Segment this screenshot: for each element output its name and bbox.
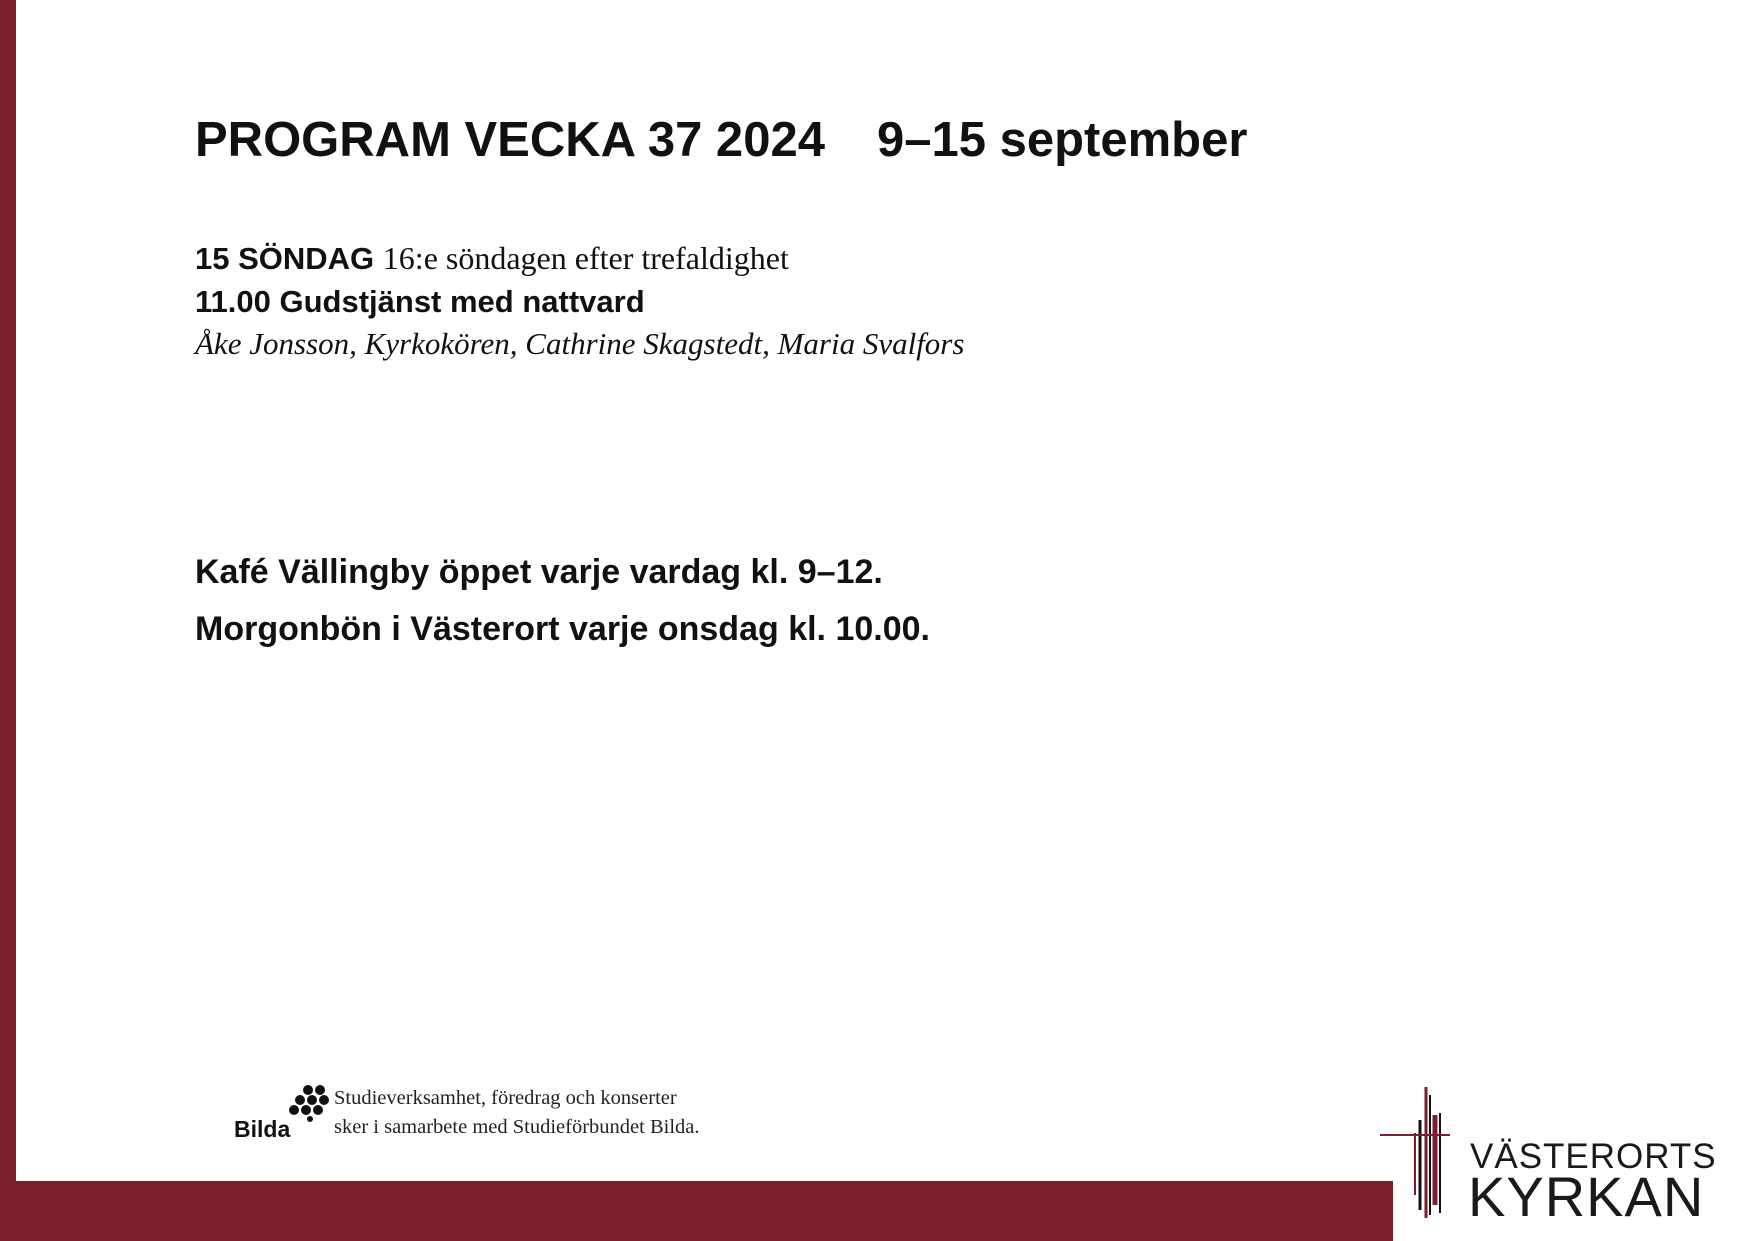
day-heading xyxy=(195,240,789,277)
notice-morning-prayer: Morgonbön i Västerort varje onsdag kl. 10.00. xyxy=(195,610,930,648)
left-accent-bar xyxy=(0,0,16,1241)
page-title xyxy=(195,112,1247,168)
church-logo-line1: VÄSTERORTS xyxy=(1470,1137,1717,1176)
day-description: 16:e söndagen efter trefaldighet xyxy=(382,240,789,276)
church-logo xyxy=(1380,1085,1717,1228)
bilda-note xyxy=(334,1084,700,1142)
bilda-note-line2: sker i samarbete med Studieförbundet Bilda. xyxy=(334,1116,700,1138)
bilda-logo-text: Bilda xyxy=(234,1116,291,1142)
cross-icon xyxy=(1380,1085,1470,1220)
notice-cafe: Kafé Vällingby öppet varje vardag kl. 9–12. xyxy=(195,553,883,591)
bilda-logo xyxy=(234,1082,334,1142)
event-participants: Åke Jonsson, Kyrkokören, Cathrine Skagstedt, Maria Svalfors xyxy=(195,326,965,361)
church-logo-line2: KYRKAN xyxy=(1468,1165,1705,1228)
event-title: 11.00 Gudstjänst med nattvard xyxy=(195,284,645,319)
day-label: 15 SÖNDAG xyxy=(195,241,375,276)
program-title: PROGRAM VECKA 37 2024 xyxy=(195,113,825,167)
bottom-accent-bar xyxy=(0,1181,1393,1241)
date-range: 9–15 september xyxy=(876,113,1248,167)
bilda-note-line1: Studieverksamhet, föredrag och konserter xyxy=(334,1087,677,1109)
